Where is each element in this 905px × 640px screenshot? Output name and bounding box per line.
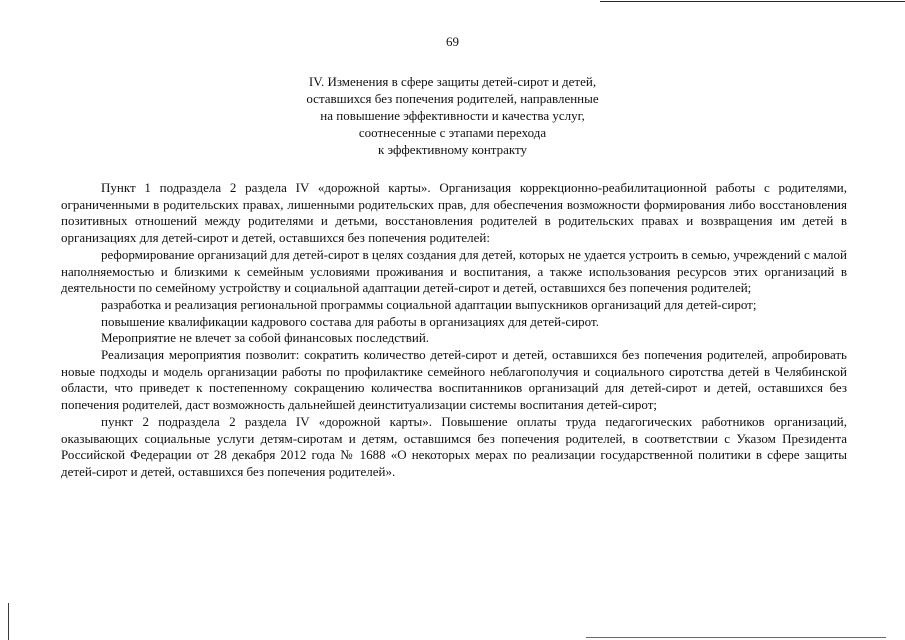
scan-edge-bottom-line xyxy=(586,637,886,638)
heading-line: соотнесенные с этапами перехода xyxy=(358,125,547,140)
paragraph-outcome: Реализация мероприятия позволит: сократить количество детей-сирот и детей, оставшихся без попечения родителей, апробировать новые подходы и модель организации работы по профилактике семейного неблагополучия и социального сиротства детей в Челябинской области, что приведет к постепенному сокращению количества воспитанников организаций для детей-сирот и детей, оставшихся без попечения родителей, даст возможность дальнейшей деинституализации системы воспитания детей-сирот; xyxy=(61,347,847,413)
paragraph-program: разработка и реализация региональной программы социальной адаптации выпускников организаций для детей-сирот; xyxy=(101,296,757,312)
heading-line: на повышение эффективности и качества услуг, xyxy=(320,108,585,123)
scan-edge-left-line xyxy=(8,603,9,640)
scan-edge-top-line xyxy=(600,1,905,2)
document-body xyxy=(61,180,847,481)
paragraph-item-1: Пункт 1 подраздела 2 раздела IV «дорожной карты». Организация коррекционно-реабилитационной работы с родителями, ограниченными в родительских правах, лишенными родительских прав, для обеспечения возможности формирования либо восстановления позитивных отношений между родителями и детьми, восстановления родителей в родительских правах и возвращения им детей в организациях для детей-сирот и детей, оставшихся без попечения родителей: xyxy=(61,180,847,246)
paragraph-no-costs: Мероприятие не влечет за собой финансовых последствий. xyxy=(101,330,430,346)
section-heading xyxy=(150,73,755,158)
page-number: 69 xyxy=(446,34,459,49)
heading-line: к эффективному контракту xyxy=(377,142,528,157)
paragraph-training: повышение квалификации кадрового состава для работы в организациях для детей-сирот. xyxy=(101,313,599,329)
paragraph-reform: реформирование организаций для детей-сирот в целях создания для детей, которых не удается устроить в семью, учреждений с малой наполняемостью и близкими к семейным условиями проживания и воспитания, а также использования ресурсов этих организаций в деятельности по семейному устройству и социальной адаптации детей-сирот и детей, оставшихся без попечения родителей; xyxy=(61,246,847,296)
heading-line: IV. Изменения в сфере защиты детей-сирот и детей, xyxy=(308,74,597,89)
paragraph-item-2: пункт 2 подраздела 2 раздела IV «дорожной карты». Повышение оплаты труда педагогических работников организаций, оказывающих социальные услуги детям-сиротам и детям, оставшимся без попечения родителей, в соответствии с Указом Президента Российской Федерации от 28 декабря 2012 года № 1688 «О некоторых мерах по реализации государственной политики в сфере защиты детей-сирот и детей, оставшихся без попечения родителей». xyxy=(61,413,847,479)
heading-line: оставшихся без попечения родителей, направленные xyxy=(306,91,599,106)
